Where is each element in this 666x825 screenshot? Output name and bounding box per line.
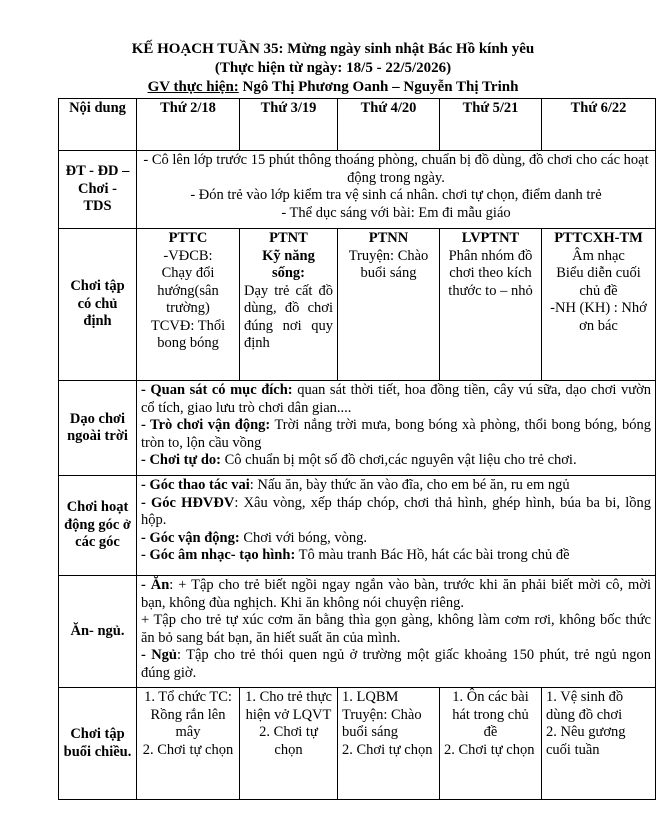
corner-text: Chơi với bóng, vòng. <box>239 529 368 546</box>
table-row <box>59 229 656 381</box>
meal-eat-text: : + Tập cho trẻ biết ngồi ngay ngắn vào bàn, trước khi ăn phải biết mời cô, mời bạn, không đùa nghịch. Khi ăn không nói chuyện riêng. <box>141 577 651 611</box>
afternoon-item: 1. Ôn các bài hát trong chủ đề <box>452 689 529 740</box>
fixed-wed-cell <box>338 229 440 381</box>
activity-text: Biểu diễn cuối chủ đề <box>556 265 641 299</box>
activity-text: Âm nhạc <box>572 247 625 264</box>
outdoor-game-text: Trời nắng trời mưa, bong bóng xà phòng, thổi bong bóng, bóng tròn to, lộn cầu vồng <box>141 417 651 451</box>
row-label-meal: Ăn- ngủ. <box>59 576 137 688</box>
document-header <box>0 40 666 97</box>
activity-text: Truyện: Chào buổi sáng <box>348 247 429 281</box>
welcome-line: - Thể dục sáng với bài: Em đi mẫu giáo <box>281 204 511 221</box>
outdoor-game-label: - Trò chơi vận động: <box>141 417 271 433</box>
corner-label: - Góc vận động: <box>141 529 240 546</box>
afternoon-item: 2. Chơi tự chọn <box>142 741 234 758</box>
meal-eat-label: - Ăn <box>141 577 170 593</box>
activity-text: -NH (KH) : Nhớ ơn bác <box>550 300 647 334</box>
teacher-line <box>0 78 666 97</box>
table-row <box>59 381 656 476</box>
table-row <box>59 576 656 688</box>
outdoor-line <box>141 417 651 452</box>
activity-text: Chạy đổi hướng(sân trường) <box>157 265 219 316</box>
corner-line <box>141 495 651 530</box>
col-header-day: Thứ 2/18 <box>137 99 240 151</box>
corner-line <box>141 530 651 548</box>
col-header-day: Thứ 6/22 <box>542 99 656 151</box>
afternoon-thu-cell <box>440 688 542 800</box>
afternoon-wed-cell <box>338 688 440 800</box>
col-header-content: Nội dung <box>59 99 137 151</box>
subject-title: PTTCXH-TM <box>554 230 643 246</box>
col-header-day: Thứ 4/20 <box>338 99 440 151</box>
corner-text: : Xâu vòng, xếp tháp chóp, chơi thả hình, ghép hình, búa ba bi, lồng hộp. <box>141 494 651 528</box>
afternoon-mon-cell <box>137 688 240 800</box>
row-label-afternoon: Chơi tập buổi chiều. <box>59 688 137 800</box>
plan-period: (Thực hiện từ ngày: 18/5 - 22/5/2026) <box>214 60 452 76</box>
welcome-line: - Đón trẻ vào lớp kiểm tra vệ sinh cá nhân. chơi tự chọn, điểm danh trẻ <box>190 187 602 203</box>
activity-text: TCVĐ: Thổi bong bóng <box>150 317 226 351</box>
col-header-day: Thứ 5/21 <box>440 99 542 151</box>
meal-cell <box>137 576 656 688</box>
corner-line <box>141 477 651 495</box>
fixed-fri-cell <box>542 229 656 381</box>
table-row <box>59 476 656 576</box>
afternoon-tue-cell <box>240 688 338 800</box>
col-header-day: Thứ 3/19 <box>240 99 338 151</box>
table-row <box>59 688 656 800</box>
subject-subtitle: Kỹ năng sống: <box>262 247 315 281</box>
outdoor-line <box>141 382 651 417</box>
table-row <box>59 151 656 229</box>
activity-text: Phân nhóm đồ chơi theo kích thước to – nhỏ <box>448 247 533 299</box>
corner-label: - Góc âm nhạc- tạo hình: <box>141 547 296 563</box>
afternoon-item: 1. Tổ chức TC: Rồng rắn lên mây <box>144 689 232 740</box>
afternoon-item: 2. Chơi tự chọn <box>259 724 318 758</box>
subject-title: PTNN <box>368 230 409 246</box>
activity-text: -VĐCB: <box>163 247 213 264</box>
afternoon-item: 2. Chơi tự chọn <box>342 741 433 758</box>
row-label-corners: Chơi hoạt động góc ở các góc <box>59 476 137 576</box>
table-header-row <box>59 99 656 151</box>
welcome-cell <box>137 151 656 229</box>
corner-line <box>141 547 651 565</box>
meal-line <box>141 577 651 612</box>
teacher-label: GV thực hiện: <box>147 79 239 95</box>
afternoon-item: 2. Nêu gương cuối tuần <box>546 724 626 758</box>
outdoor-free-label: - Chơi tự do: <box>141 452 221 468</box>
afternoon-item: 1. LQBM Truyện: Chào buổi sáng <box>342 689 422 740</box>
subject-title: PTTC <box>168 230 208 246</box>
outdoor-observe-text: quan sát thời tiết, hoa đồng tiền, cây vú sữa, dạo chơi vườn cổ tích, giao lưu trò chơi dân gian.... <box>141 382 651 416</box>
fixed-mon-cell <box>137 229 240 381</box>
welcome-line: - Cô lên lớp trước 15 phút thông thoáng phòng, chuẩn bị đồ dùng, đồ chơi cho các hoạt động trong ngày. <box>143 152 649 186</box>
row-label-welcome: ĐT - ĐD – Chơi - TDS <box>59 151 137 229</box>
meal-line <box>141 647 651 682</box>
weekly-plan-table <box>58 98 656 800</box>
afternoon-item: 1. Vệ sinh đồ dùng đồ chơi <box>546 689 624 723</box>
fixed-tue-cell <box>240 229 338 381</box>
meal-sleep-text: : Tập cho trẻ thói quen ngủ ở trường một giấc khoảng 150 phút, trẻ ngủ ngon đúng giờ. <box>141 647 651 681</box>
outdoor-free-text: Cô chuẩn bị một số đồ chơi,các nguyên vật liệu cho trẻ chơi. <box>220 452 577 468</box>
afternoon-fri-cell <box>542 688 656 800</box>
corner-text: : Nấu ăn, bày thức ăn vào đĩa, cho em bé ăn, ru em ngủ <box>249 477 570 493</box>
outdoor-cell <box>137 381 656 476</box>
corners-cell <box>137 476 656 576</box>
afternoon-item: 1. Cho trẻ thực hiện vở LQVT <box>245 689 332 723</box>
corner-label: - Góc thao tác vai <box>141 477 250 493</box>
corner-label: - Góc HĐVĐV <box>141 494 235 511</box>
outdoor-observe-label: - Quan sát có mục đích: <box>141 382 293 398</box>
activity-text: Dạy trẻ cất đồ dùng, đồ chơi đúng nơi quy định <box>244 282 333 351</box>
plan-title: KẾ HOẠCH TUẦN 35: Mừng ngày sinh nhật Bác Hồ kính yêu <box>131 41 535 57</box>
row-label-outdoor: Dạo chơi ngoài trời <box>59 381 137 476</box>
fixed-thu-cell <box>440 229 542 381</box>
corner-text: Tô màu tranh Bác Hồ, hát các bài trong chủ đề <box>295 547 570 563</box>
afternoon-item: 2. Chơi tự chọn <box>444 741 535 758</box>
outdoor-line <box>141 452 651 470</box>
meal-sleep-label: - Ngủ <box>141 647 177 663</box>
subject-title: LVPTNT <box>461 230 520 246</box>
row-label-fixed: Chơi tập có chủ định <box>59 229 137 381</box>
teacher-names: Ngô Thị Phương Oanh – Nguyễn Thị Trinh <box>238 79 519 95</box>
meal-line: + Tập cho trẻ tự xúc cơm ăn bằng thìa gọn gàng, không làm cơm rơi, không bốc thức ăn bỏ sang bát bạn, ăn hiết suất ăn của mình. <box>141 612 651 646</box>
subject-title: PTNT <box>269 230 308 246</box>
